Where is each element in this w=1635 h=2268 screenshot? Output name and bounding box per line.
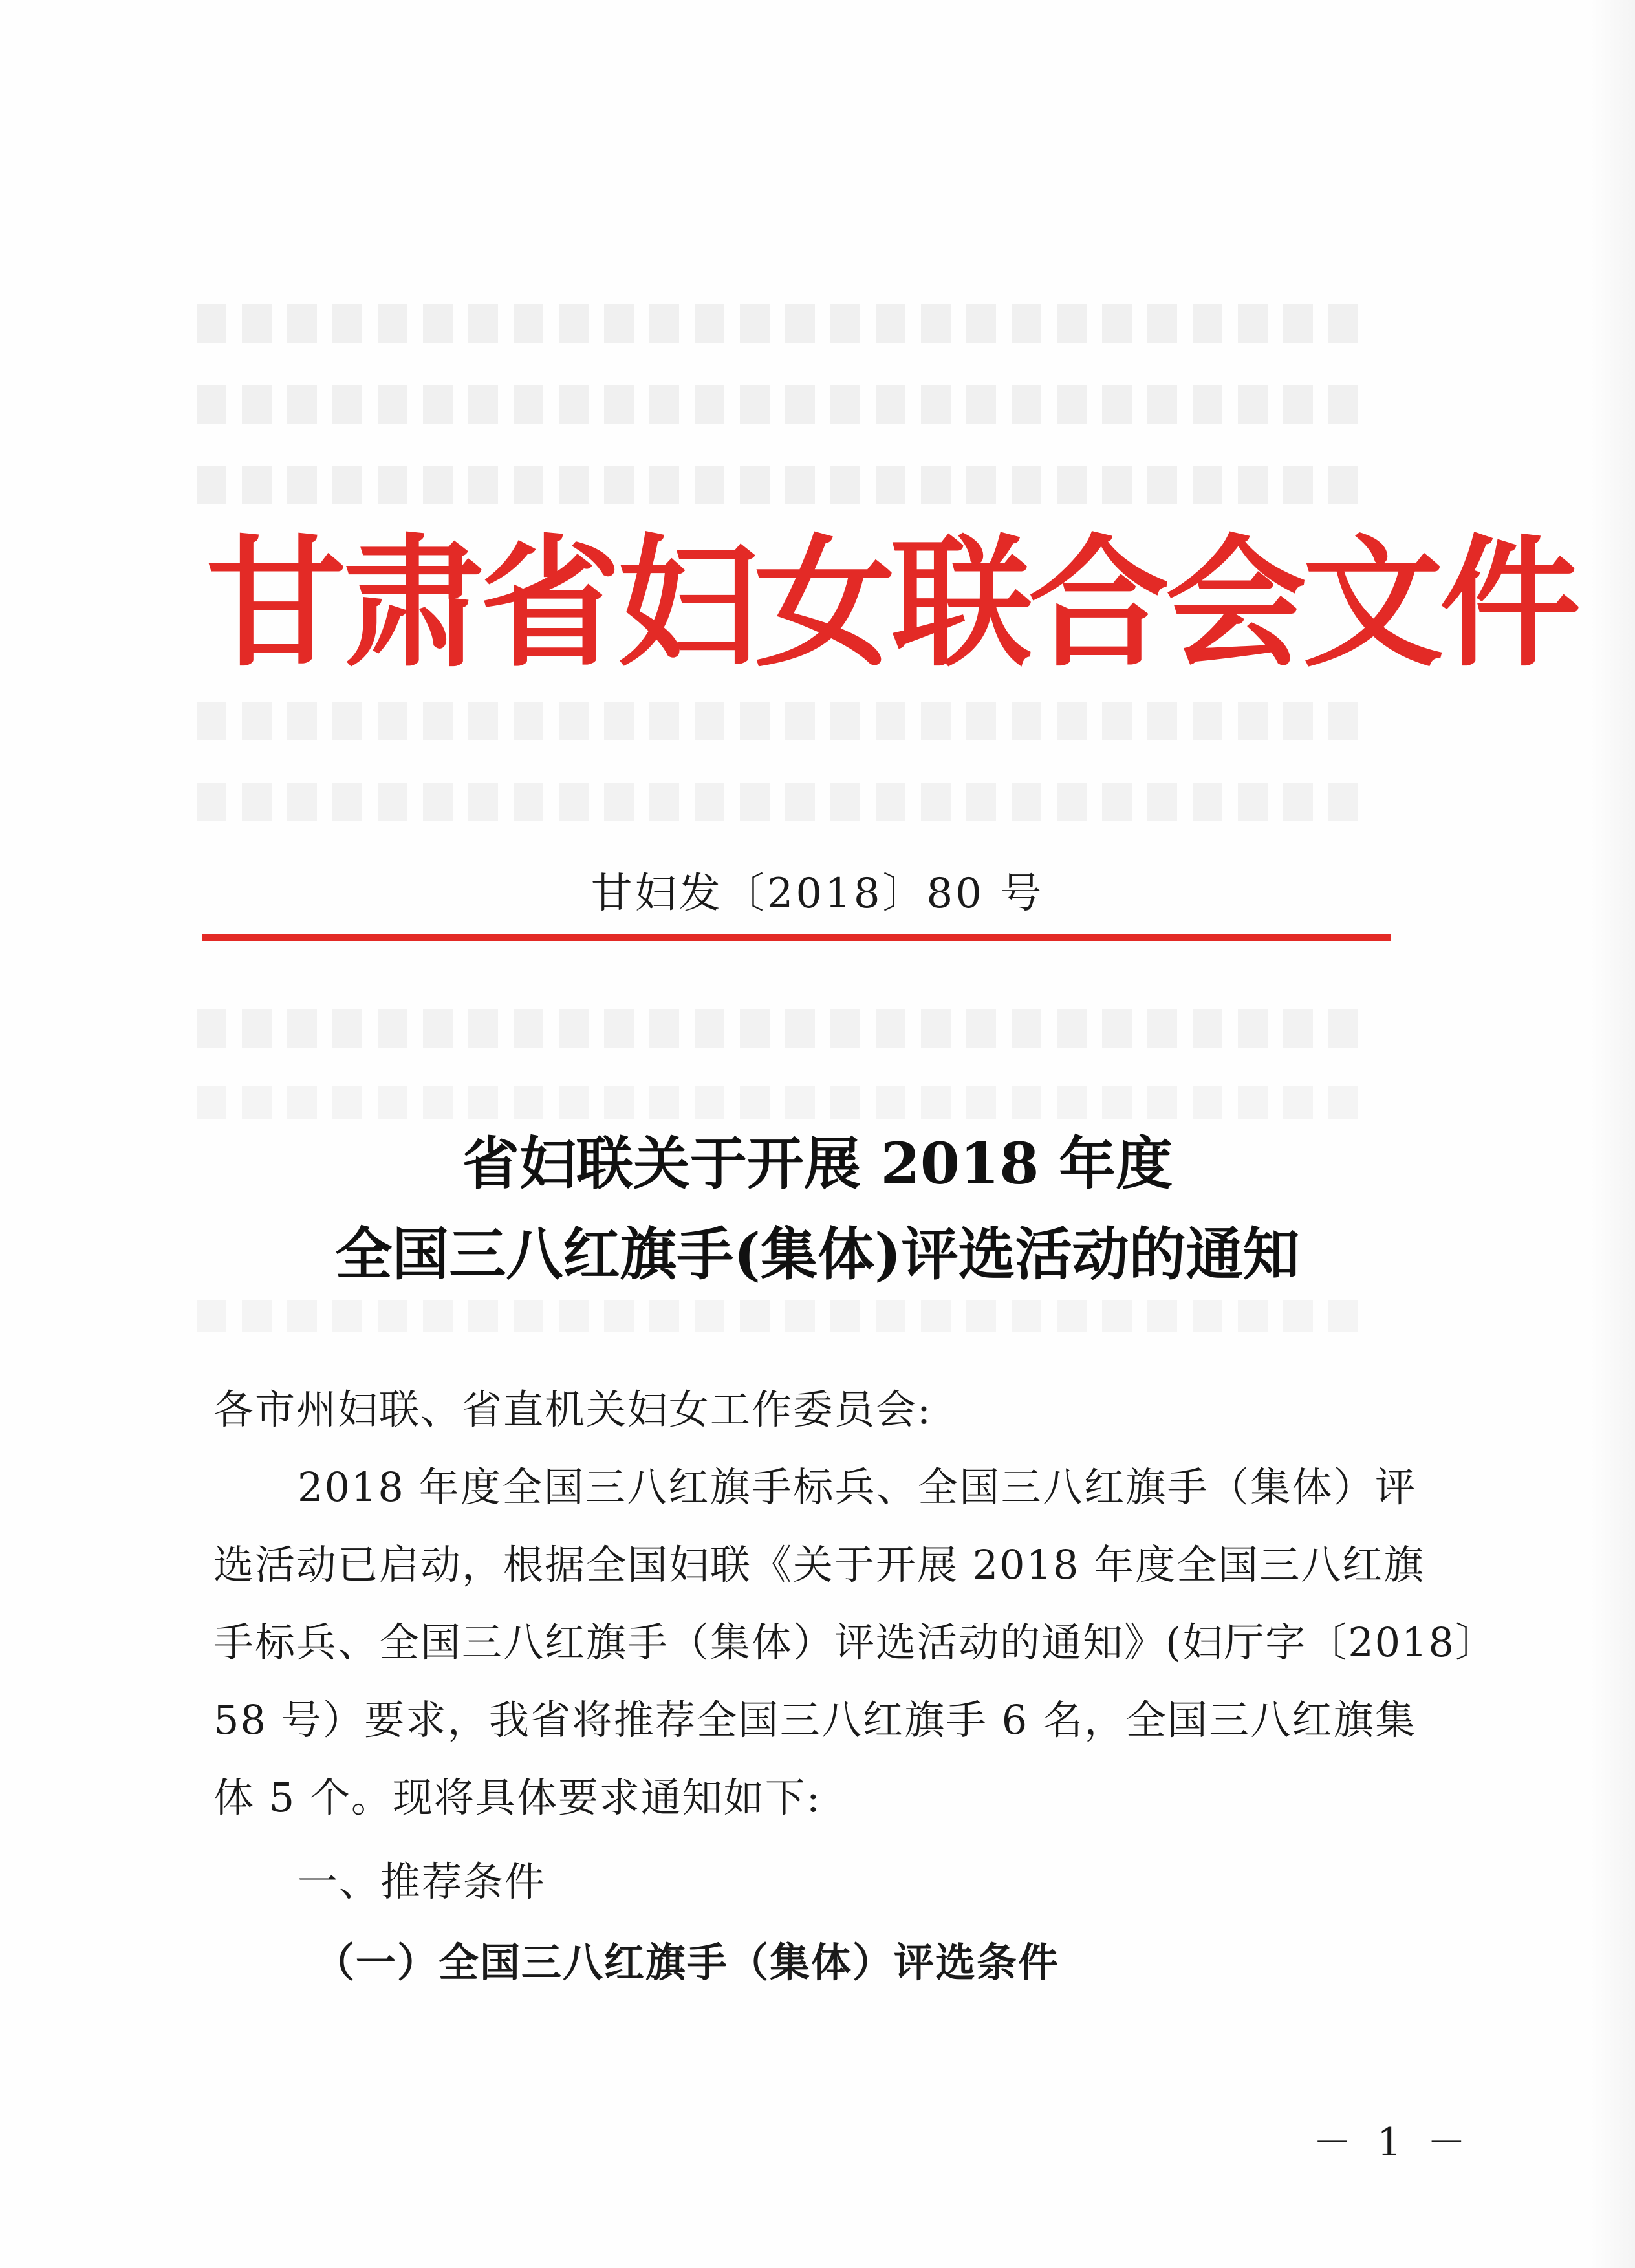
show-through-texture <box>194 466 1358 504</box>
document-title-line-1: 省妇联关于开展 2018 年度 <box>462 1130 1173 1197</box>
addressee: 各市州妇联、省直机关妇女工作委员会: <box>213 1386 932 1433</box>
show-through-texture <box>194 783 1358 821</box>
body-paragraph-line: 手标兵、全国三八红旗手（集体）评选活动的通知》(妇厅字〔2018〕 <box>213 1619 1497 1666</box>
show-through-texture <box>194 385 1358 424</box>
issuer-header: 甘肃省妇女联合会文件 <box>206 523 1577 686</box>
show-through-texture <box>194 1300 1358 1332</box>
red-divider-rule <box>202 934 1391 941</box>
show-through-texture <box>194 304 1358 343</box>
body-paragraph-line: 58 号）要求，我省将推荐全国三八红旗手 6 名，全国三八红旗集 <box>213 1696 1416 1744</box>
body-paragraph-line: 选活动已启动，根据全国妇联《关于开展 2018 年度全国三八红旗 <box>213 1541 1425 1588</box>
document-title-line-2: 全国三八红旗手(集体)评选活动的通知 <box>335 1220 1300 1288</box>
subsection-heading: （一）全国三八红旗手（集体）评选条件 <box>314 1939 1060 1986</box>
show-through-texture <box>194 1086 1358 1119</box>
section-heading: 一、推荐条件 <box>298 1858 547 1905</box>
show-through-texture <box>194 1009 1358 1048</box>
body-paragraph-line: 体 5 个。现将具体要求通知如下: <box>213 1774 821 1821</box>
document-number: 甘妇发〔2018〕80 号 <box>590 870 1045 918</box>
body-paragraph-line: 2018 年度全国三八红旗手标兵、全国三八红旗手（集体）评 <box>298 1463 1416 1511</box>
page-number: － 1 － <box>1313 2120 1473 2165</box>
show-through-texture <box>194 702 1358 740</box>
